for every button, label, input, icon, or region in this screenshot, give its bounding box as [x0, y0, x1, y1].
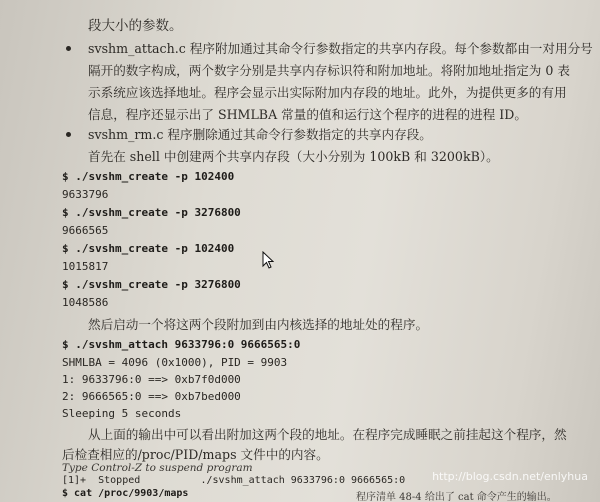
code-create-out-3: 1015817 — [62, 260, 109, 273]
code-create-cmd-4: $ ./svshm_create -p 3276800 — [62, 278, 241, 291]
bullet-icon — [66, 132, 71, 137]
code-create-cmd-2: $ ./svshm_create -p 3276800 — [62, 206, 241, 219]
attach-desc-line-3: 示系统应该选择地址。程序会显示出实际附加内存段的地址。此外，为提供更多的有用 — [88, 85, 567, 100]
code-attach-out-2: 1: 9633796:0 ==> 0xb7f0d000 — [62, 373, 241, 386]
code-attach-out-1: SHMLBA = 4096 (0x1000), PID = 9903 — [62, 356, 288, 369]
rm-desc-line: svshm_rm.c 程序删除通过其命令行参数指定的共享内存段。 — [88, 127, 432, 142]
mouse-cursor-icon — [262, 251, 274, 269]
after-output-line-1: 从上面的输出中可以看出附加这两个段的地址。在程序完成睡眠之前挂起这个程序，然 — [88, 427, 567, 442]
intro-attach: 然后启动一个将这两个段附加到由内核选择的地址处的程序。 — [88, 317, 429, 332]
attach-desc-line-2: 隔开的数字构成，两个数字分别是共享内存标识符和附加地址。将附加地址指定为 0 表 — [88, 63, 570, 78]
attach-desc-line-1: svshm_attach.c 程序附加通过其命令行参数指定的共享内存段。每个参数都由一对用分号 — [88, 41, 593, 56]
code-create-cmd-3: $ ./svshm_create -p 102400 — [62, 242, 235, 255]
code-create-out-4: 1048586 — [62, 296, 109, 309]
text-line-top: 段大小的参数。 — [88, 18, 183, 34]
code-cat-cmd: $ cat /proc/9903/maps — [62, 488, 189, 499]
code-attach-cmd: $ ./svshm_attach 9633796:0 9666565:0 — [62, 338, 301, 351]
after-output-line-2: 后检查相应的/proc/PID/maps 文件中的内容。 — [62, 447, 329, 462]
attach-desc-line-4: 信息，程序还显示出了 SHMLBA 常量的值和运行这个程序的进程的进程 ID。 — [88, 107, 527, 122]
intro-create: 首先在 shell 中创建两个共享内存段（大小分别为 100kB 和 3200kB）。 — [88, 149, 499, 164]
bullet-icon — [66, 46, 71, 51]
code-stopped-line: [1]+ Stopped ./svshm_attach 9633796:0 9666565:0 — [62, 475, 406, 486]
suspend-note: Type Control-Z to suspend program — [62, 462, 253, 474]
code-attach-out-3: 2: 9666565:0 ==> 0xb7bed000 — [62, 390, 241, 403]
listing-reference: 程序清单 48-4 给出了 cat 命令产生的输出。 — [356, 492, 557, 502]
watermark: http://blog.csdn.net/enlyhua — [432, 470, 588, 483]
code-create-out-2: 9666565 — [62, 224, 109, 237]
code-create-out-1: 9633796 — [62, 188, 109, 201]
code-attach-out-4: Sleeping 5 seconds — [62, 407, 182, 420]
code-create-cmd-1: $ ./svshm_create -p 102400 — [62, 170, 235, 183]
